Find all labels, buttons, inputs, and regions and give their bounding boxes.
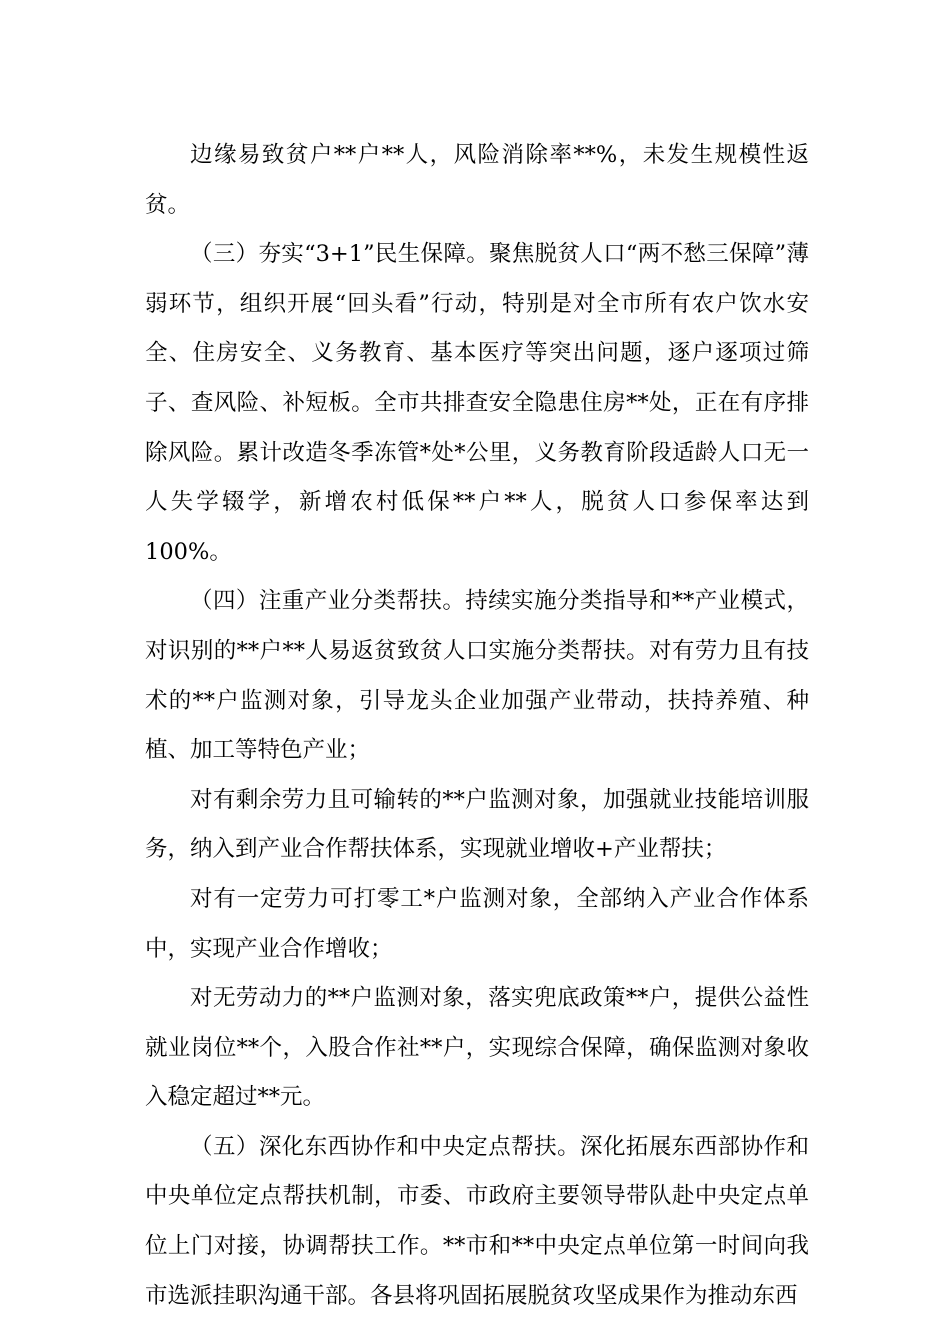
paragraph-1: 边缘易致贫户**户**人，风险消除率**%，未发生规模性返贫。 [145,142,809,218]
document-body [145,131,809,1321]
paragraph-4: 对有剩余劳力且可输转的**户监测对象，加强就业技能培训服务，纳入到产业合作帮扶体系，实现就业增收+产业帮扶； [145,786,809,863]
paragraph-3: （四）注重产业分类帮扶。持续实施分类指导和**产业模式，对识别的**户**人易返贫致贫人口实施分类帮扶。对有劳力且有技术的**户监测对象，引导龙头企业加强产业带动，扶持养殖、种植、加工等特色产业； [145,588,809,764]
paragraph-2: （三）夯实“3+1”民生保障。聚焦脱贫人口“两不愁三保障”薄弱环节，组织开展“回头看”行动，特别是对全市所有农户饮水安全、住房安全、义务教育、基本医疗等突出问题，逐户逐项过筛子、查风险、补短板。全市共排查安全隐患住房**处，正在有序排除风险。累计改造冬季冻管*处*公里，义务教育阶段适龄人口无一人失学辍学，新增农村低保**户**人，脱贫人口参保率达到100%。 [145,241,809,565]
paragraph-5: 对有一定劳力可打零工*户监测对象，全部纳入产业合作体系中，实现产业合作增收； [145,885,809,962]
paragraph-7: （五）深化东西协作和中央定点帮扶。深化拓展东西部协作和中央单位定点帮扶机制，市委、市政府主要领导带队赴中央定点单位上门对接，协调帮扶工作。**市和**中央定点单位第一时间向我市选派挂职沟通干部。各县将巩固拓展脱贫攻坚成果作为推动东西 [145,1133,809,1309]
paragraph-6: 对无劳动力的**户监测对象，落实兜底政策**户，提供公益性就业岗位**个，入股合作社**户，实现综合保障，确保监测对象收入稳定超过**元。 [145,985,809,1111]
